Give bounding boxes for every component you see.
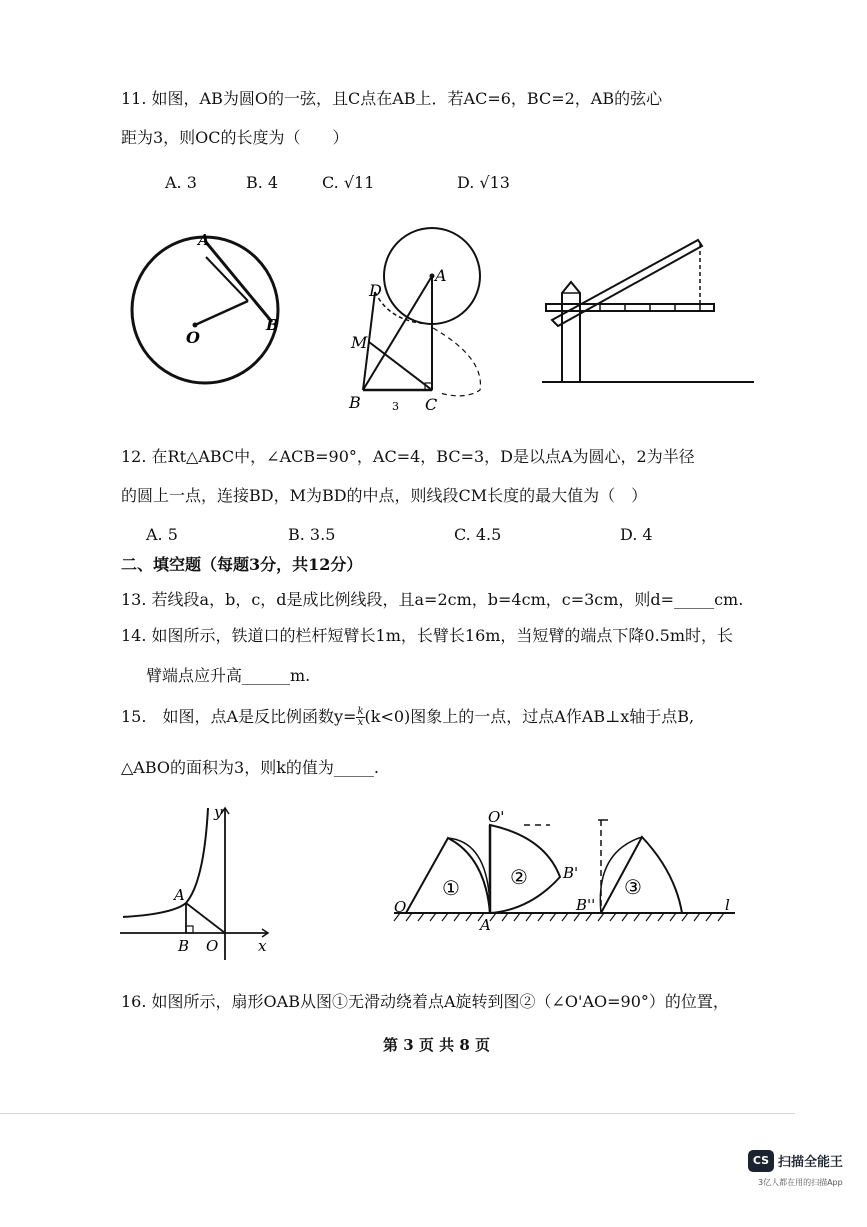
q15-fraction-num: k [357,706,364,717]
label-l: l [725,896,730,914]
circle-o [132,237,278,383]
q16-line1: 16. 如图所示，扇形OAB从图①无滑动绕着点A旋转到图②（∠O'AO=90°）的位置， [121,992,729,1011]
label-b: B [266,316,279,334]
page-number: 第 3 页 共 8 页 [383,1036,490,1054]
q12-line2: 的圆上一点，连接BD，M为BD的中点，则线段CM长度的最大值为（ ） [121,486,648,505]
q11-line2: 距为3，则OC的长度为（ ） [121,128,349,147]
q11-option-a: A. 3 [165,173,197,192]
segment-oa [206,257,248,301]
q15-hyperbola-figure [118,800,278,962]
q11-option-b: B. 4 [246,173,279,192]
ground-hatching [394,913,724,921]
label-o: O [394,898,407,916]
q12-option-b: B. 3.5 [288,525,336,544]
q15-line1-part-a: 15. 如图，点A是反比例函数y= [121,707,357,726]
label-circled-1: ① [442,876,460,900]
label-y: y [214,803,223,821]
label-a: A [435,266,447,285]
segment-ao [186,903,225,933]
q15-fraction-den: x [357,717,364,728]
q15-line1 [121,706,694,728]
label-o-prime: O' [488,808,505,826]
q12-option-c: C. 4.5 [454,525,502,544]
label-a: A [480,916,491,934]
q12-option-a: A. 5 [146,525,178,544]
label-o: O [206,937,219,955]
q15-line1-part-b: (k<0)图象上的一点，过点A作AB⊥x轴于点B, [364,707,695,726]
q16-sector-figure [390,802,740,942]
q11-option-c: C. √11 [322,173,375,192]
label-b: B [178,937,190,955]
segment-oc [195,301,248,325]
q12-triangle-figure [345,228,495,418]
chord-ab [205,241,272,322]
dashed-arc-2 [433,328,480,396]
q15-line2: △ABO的面积为3，则k的值为_____. [121,758,379,777]
scanner-watermark [748,1150,860,1210]
watermark-subtitle: 3亿人都在用的扫描App [758,1178,843,1187]
label-a: A [174,886,185,904]
label-a: A [198,231,210,249]
section-fill-in-title: 二、填空题（每题3分，共12分） [121,555,363,574]
q14-line1: 14. 如图所示，铁道口的栏杆短臂长1m，长臂长16m，当短臂的端点下降0.5m时，长 [121,626,734,645]
label-d: D [369,281,382,300]
q11-line1: 11. 如图，AB为圆O的一弦，且C点在AB上．若AC=6，BC=2，AB的弦心 [121,89,663,108]
raised-arm [552,240,702,326]
barrier-post [562,282,580,382]
page-divider [0,1113,795,1114]
watermark-title: 扫描全能王 [778,1155,844,1170]
label-b-double-prime: B'' [576,896,596,914]
point-o [193,323,198,328]
label-circled-2: ② [510,865,528,889]
q13-line1: 13. 若线段a，b，c，d是成比例线段，且a=2cm，b=4cm，c=3cm，则d=_____cm. [121,590,744,609]
label-length: 3 [392,400,399,413]
label-m: M [351,333,368,352]
q12-option-d: D. 4 [620,525,653,544]
label-circled-3: ③ [624,875,642,899]
point-a [430,274,435,279]
right-angle-mark [186,926,193,933]
camscanner-logo-icon: CS [748,1150,774,1172]
label-b-prime: B' [563,864,579,882]
label-o: O [186,328,200,347]
dashed-arc [375,292,432,324]
hyperbola-curve [123,808,208,917]
label-b: B [349,393,361,412]
q14-line2: 臂端点应升高______m. [146,666,311,685]
label-x: x [258,937,267,955]
q11-option-d: D. √13 [457,173,510,192]
q11-circle-figure [120,225,290,395]
label-c: C [425,395,438,414]
q14-barrier-figure [540,238,755,388]
q15-fraction [356,707,364,728]
q12-line1: 12. 在Rt△ABC中，∠ACB=90°，AC=4，BC=3，D是以点A为圆心，2为半径 [121,447,695,466]
